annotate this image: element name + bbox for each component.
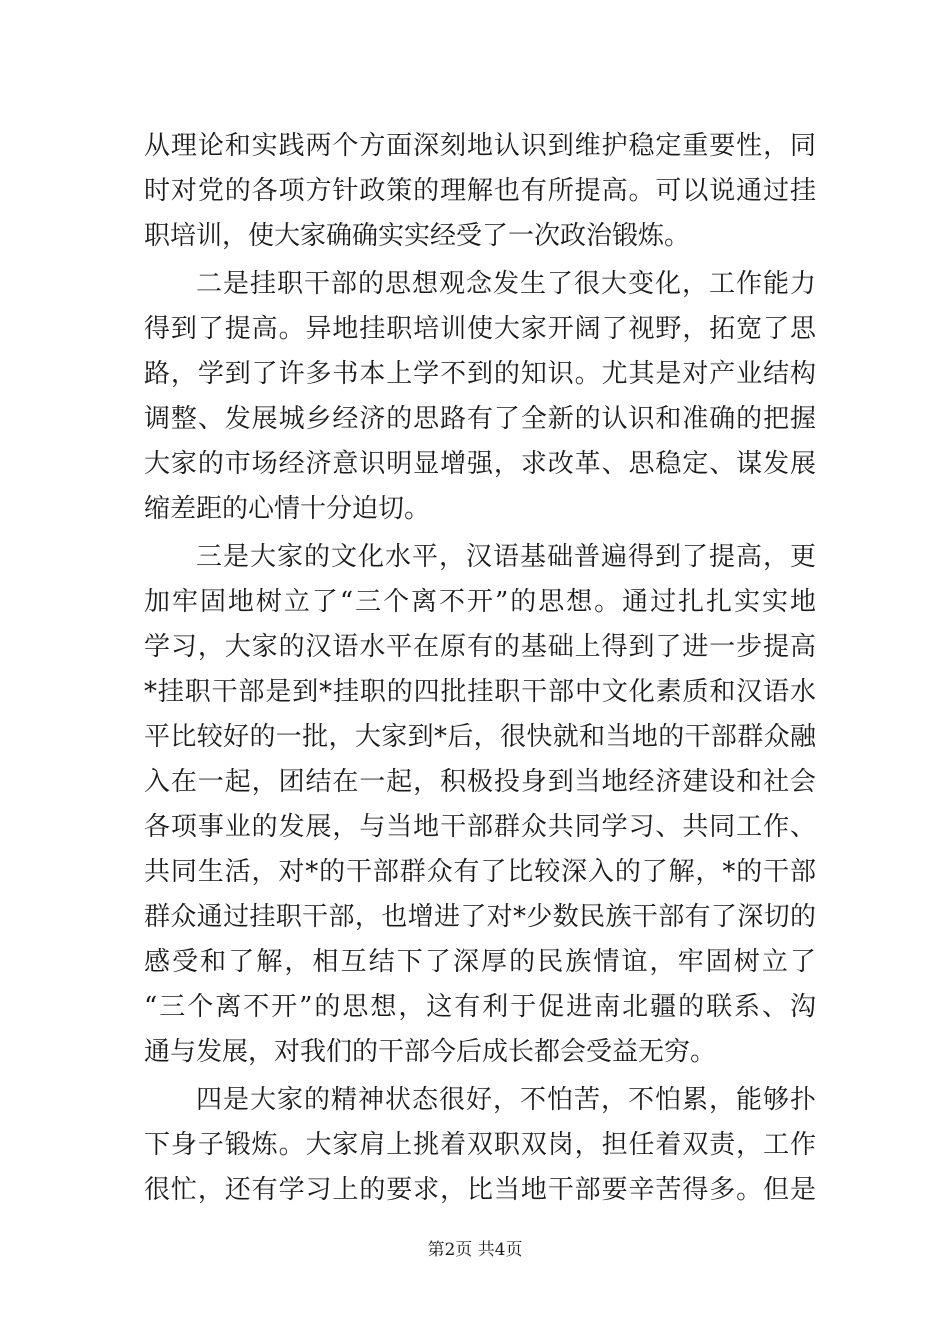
text-line: 各项事业的发展，与当地干部群众共同学习、共同工作、 xyxy=(144,812,816,842)
text-line: 调整、发展城乡经济的思路有了全新的认识和准确的把握 xyxy=(144,404,816,434)
text-line: 缩差距的心情十分迫切。 xyxy=(144,494,431,524)
text-line: “三个离不开”的思想，这有利于促进南北疆的联系、沟 xyxy=(144,992,816,1022)
paragraph-first-line: 四是大家的精神状态很好，不怕苦，不怕累，能够扑 xyxy=(196,1085,816,1115)
body-text xyxy=(144,124,816,1213)
text-line: 得到了提高。异地挂职培训使大家开阔了视野，拓宽了思 xyxy=(144,314,816,344)
text-line: 职培训，使大家确确实实经受了一次政治锻炼。 xyxy=(144,221,691,251)
text-line: *挂职干部是到*挂职的四批挂职干部中文化素质和汉语水 xyxy=(144,677,816,707)
text-line: 路，学到了许多书本上学不到的知识。尤其是对产业结构 xyxy=(144,359,816,389)
text-line: 入在一起，团结在一起，积极投身到当地经济建设和社会 xyxy=(144,767,816,797)
text-line: 平比较好的一批，大家到*后，很快就和当地的干部群众融 xyxy=(144,722,816,752)
text-line: 感受和了解，相互结下了深厚的民族情谊，牢固树立了 xyxy=(144,947,816,977)
text-line: 共同生活，对*的干部群众有了比较深入的了解，*的干部 xyxy=(144,857,816,887)
text-line: 很忙，还有学习上的要求，比当地干部要辛苦得多。但是 xyxy=(144,1175,816,1205)
paragraph-first-line: 二是挂职干部的思想观念发生了很大变化，工作能力 xyxy=(196,269,816,299)
text-line: 群众通过挂职干部，也增进了对*少数民族干部有了深切的 xyxy=(144,902,816,932)
text-line: 加牢固地树立了“三个离不开”的思想。通过扎扎实实地 xyxy=(144,587,816,617)
text-line: 通与发展，对我们的干部今后成长都会受益无穷。 xyxy=(144,1037,717,1067)
text-line: 学习，大家的汉语水平在原有的基础上得到了进一步提高 xyxy=(144,632,816,662)
text-line: 下身子锻炼。大家肩上挑着双职双岗，担任着双责，工作 xyxy=(144,1130,816,1160)
text-line: 时对党的各项方针政策的理解也有所提高。可以说通过挂 xyxy=(144,176,816,206)
text-line: 大家的市场经济意识明显增强，求改革、思稳定、谋发展 xyxy=(144,449,816,479)
text-line: 从理论和实践两个方面深刻地认识到维护稳定重要性，同 xyxy=(144,131,816,161)
page-number-footer: 第2页 共4页 xyxy=(427,1240,523,1260)
paragraph-first-line: 三是大家的文化水平，汉语基础普遍得到了提高，更 xyxy=(196,542,816,572)
